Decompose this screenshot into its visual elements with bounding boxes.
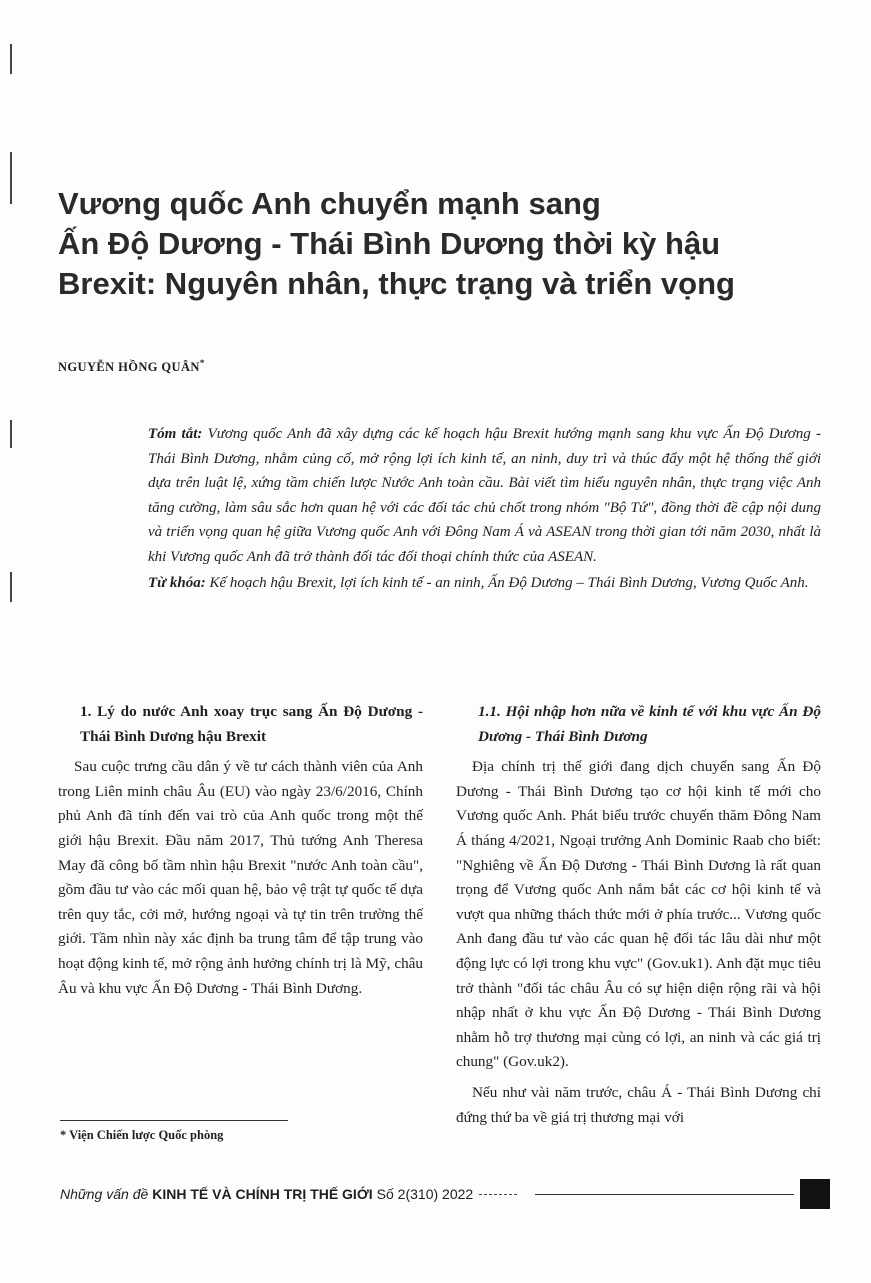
page-marker-block <box>800 1179 830 1209</box>
footer-dash <box>479 1194 517 1195</box>
right-column <box>456 700 821 1136</box>
body-paragraph: Nếu như vài năm trước, châu Á - Thái Bình Dương chỉ đứng thứ ba về giá trị thương mại với <box>456 1083 821 1126</box>
footnote: * Viện Chiến lược Quốc phòng <box>60 1128 224 1142</box>
keywords-label: Từ khóa: <box>148 575 206 591</box>
abstract-paragraph <box>148 422 821 569</box>
title-line: Ấn Độ Dương - Thái Bình Dương thời kỳ hậu <box>58 226 721 261</box>
margin-mark <box>10 420 12 448</box>
abstract-block <box>148 422 821 596</box>
title-line: Brexit: Nguyên nhân, thực trạng và triển vọng <box>58 266 735 301</box>
keywords-text: Kế hoạch hậu Brexit, lợi ích kinh tế - an ninh, Ấn Độ Dương – Thái Bình Dương, Vương Quốc Anh. <box>209 575 809 591</box>
abstract-label: Tóm tắt: <box>148 426 203 442</box>
abstract-text: Vương quốc Anh đã xây dựng các kế hoạch hậu Brexit hướng mạnh sang khu vực Ấn Độ Dương - Thái Bình Dương, nhằm củng cố, mở rộng lợi ích kinh tế, an ninh, duy trì và thúc đẩy một hệ thống thế giới dựa trên luật lệ, xứng tầm chiến lược Nước Anh toàn cầu. Bài viết tìm hiểu nguyên nhân, thực trạng việc Anh tăng cường, làm sâu sắc hơn quan hệ với các đối tác chủ chốt trong nhóm "Bộ Tứ", đồng thời đề cập nội dung và triển vọng quan hệ giữa Vương quốc Anh với Đông Nam Á và ASEAN trong thời gian tới năm 2030, nhất là khi Vương quốc Anh đã trở thành đối tác đối thoại chính thức của ASEAN. <box>148 426 821 565</box>
keywords-paragraph <box>148 571 821 596</box>
left-column <box>58 700 423 1007</box>
author-line <box>58 358 205 375</box>
subsection-heading: 1.1. Hội nhập hơn nữa về kinh tế với khu vực Ấn Độ Dương - Thái Bình Dương <box>478 703 821 745</box>
page-footer <box>60 1184 830 1204</box>
margin-mark <box>10 572 12 602</box>
issue-number: Số 2(310) 2022 <box>376 1186 474 1202</box>
journal-prefix: Những vấn đề <box>60 1186 149 1202</box>
article-title <box>58 184 838 304</box>
body-paragraph: Sau cuộc trưng cầu dân ý về tư cách thành viên của Anh trong Liên minh châu Âu (EU) vào ngày 23/6/2016, Chính phủ Anh đã tính đến vai trò của Anh quốc trong một thế giới hậu Brexit. Đầu năm 2017, Thủ tướng Anh Theresa May đã công bố tầm nhìn hậu Brexit "nước Anh toàn cầu", gồm đầu tư vào các mối quan hệ, bảo vệ trật tự quốc tế dựa trên quy tắc, cởi mở, hướng ngoại và tự tin trên trường thế giới. Tầm nhìn này xác định ba trung tâm để tập trung vào hoạt động kinh tế, mở rộng ảnh hưởng chính trị là Mỹ, châu Âu và khu vực Ấn Độ Dương - Thái Bình Dương. <box>58 758 423 997</box>
margin-mark <box>10 152 12 204</box>
section-heading: 1. Lý do nước Anh xoay trục sang Ấn Độ Dương - Thái Bình Dương hậu Brexit <box>80 703 423 745</box>
footnote-divider <box>60 1120 288 1121</box>
journal-name: KINH TẾ VÀ CHÍNH TRỊ THẾ GIỚI <box>152 1186 373 1202</box>
author-name: NGUYỄN HỒNG QUÂN <box>58 360 200 375</box>
body-paragraph: Địa chính trị thế giới đang dịch chuyển sang Ấn Độ Dương - Thái Bình Dương tạo cơ hội kinh tế mới cho Vương quốc Anh. Phát biểu trước chuyến thăm Đông Nam Á tháng 4/2021, Ngoại trưởng Anh Dominic Raab cho biết: "Nghiêng về Ấn Độ Dương - Thái Bình Dương là rất quan trọng để Vương quốc Anh nắm bắt các cơ hội kinh tế và vượt qua những thách thức mới ở phía trước... Vương quốc Anh đang đầu tư vào các quan hệ đối tác lâu dài như một động lực có lợi trong khu vực" (Gov.uk1). Anh đặt mục tiêu trở thành "đối tác châu Âu có sự hiện diện rộng rãi và hội nhập nhất ở khu vực Ấn Độ Dương - Thái Bình Dương nhằm hỗ trợ thương mại cùng có lợi, an ninh và các giá trị chung" (Gov.uk2). <box>456 758 821 1071</box>
footer-rule <box>535 1194 794 1195</box>
title-line: Vương quốc Anh chuyển mạnh sang <box>58 186 601 221</box>
author-footnote-mark: * <box>199 358 205 368</box>
margin-mark <box>10 44 12 74</box>
